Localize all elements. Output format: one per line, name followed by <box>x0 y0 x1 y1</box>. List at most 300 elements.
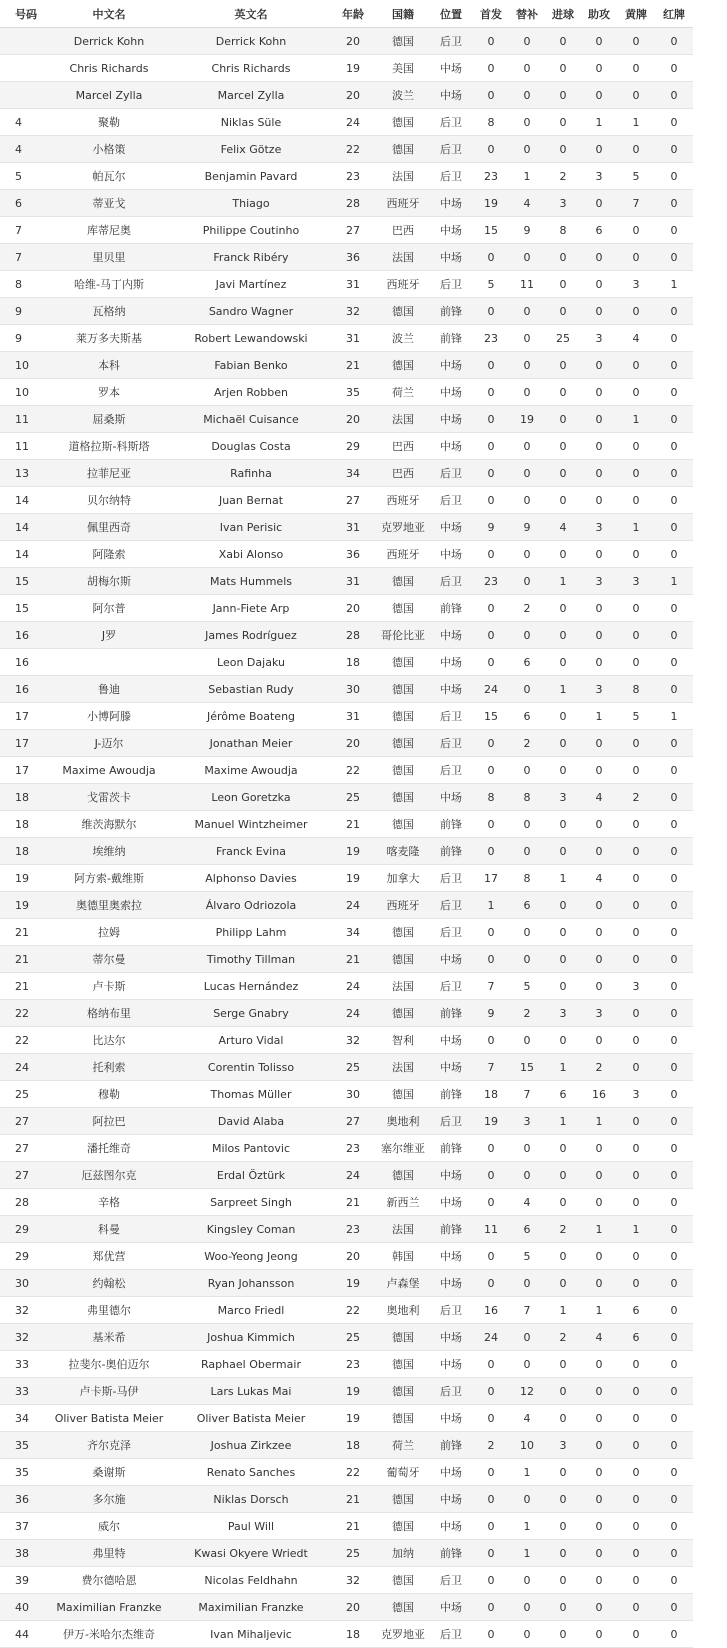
cell-red-cards: 0 <box>655 1054 693 1081</box>
cell-english-name[interactable]: Ivan Mihaljevic <box>173 1621 329 1648</box>
cell-english-name[interactable]: Thiago <box>173 190 329 217</box>
header-goals[interactable]: 进球 <box>545 0 581 28</box>
cell-chinese-name[interactable]: Marcel Zylla <box>45 82 173 109</box>
cell-yellow-cards: 3 <box>617 973 655 1000</box>
cell-chinese-name[interactable]: 厄兹图尔克 <box>45 1162 173 1189</box>
cell-english-name[interactable]: Leon Goretzka <box>173 784 329 811</box>
cell-english-name[interactable]: Sebastian Rudy <box>173 676 329 703</box>
cell-starts: 24 <box>473 1324 509 1351</box>
table-row <box>0 892 693 919</box>
cell-chinese-name[interactable]: 科曼 <box>45 1216 173 1243</box>
cell-nationality: 德国 <box>377 919 429 946</box>
table-row <box>0 190 693 217</box>
cell-english-name[interactable]: Felix Götze <box>173 136 329 163</box>
cell-starts: 8 <box>473 109 509 136</box>
cell-chinese-name[interactable]: 潘托维奇 <box>45 1135 173 1162</box>
cell-subs: 0 <box>509 1486 545 1513</box>
cell-chinese-name[interactable]: 道格拉斯-科斯塔 <box>45 433 173 460</box>
cell-english-name[interactable]: Arturo Vidal <box>173 1027 329 1054</box>
cell-assists: 0 <box>581 811 617 838</box>
cell-english-name[interactable]: Niklas Dorsch <box>173 1486 329 1513</box>
cell-chinese-name[interactable]: 小博阿滕 <box>45 703 173 730</box>
cell-chinese-name[interactable]: 拉姆 <box>45 919 173 946</box>
header-english-name[interactable]: 英文名 <box>173 0 329 28</box>
cell-english-name[interactable]: Raphael Obermair <box>173 1351 329 1378</box>
cell-position: 前锋 <box>429 1540 473 1567</box>
cell-subs: 0 <box>509 1027 545 1054</box>
cell-chinese-name[interactable]: 辛格 <box>45 1189 173 1216</box>
cell-chinese-name[interactable]: 基米希 <box>45 1324 173 1351</box>
cell-chinese-name[interactable]: 阿拉巴 <box>45 1108 173 1135</box>
cell-chinese-name[interactable]: 莱万多夫斯基 <box>45 325 173 352</box>
cell-chinese-name[interactable]: 蒂尔曼 <box>45 946 173 973</box>
cell-age: 22 <box>329 136 377 163</box>
cell-subs: 15 <box>509 1054 545 1081</box>
cell-english-name[interactable]: Philippe Coutinho <box>173 217 329 244</box>
cell-chinese-name[interactable] <box>45 649 173 676</box>
cell-english-name[interactable]: Ivan Perisic <box>173 514 329 541</box>
header-nationality[interactable]: 国籍 <box>377 0 429 28</box>
cell-english-name[interactable]: Jann-Fiete Arp <box>173 595 329 622</box>
cell-red-cards: 0 <box>655 1351 693 1378</box>
cell-english-name[interactable]: Benjamin Pavard <box>173 163 329 190</box>
cell-number: 19 <box>0 865 45 892</box>
header-number[interactable]: 号码 <box>0 0 45 28</box>
cell-chinese-name[interactable]: 鲁迪 <box>45 676 173 703</box>
cell-number <box>0 28 45 55</box>
cell-starts: 8 <box>473 784 509 811</box>
cell-position: 后卫 <box>429 163 473 190</box>
cell-assists: 0 <box>581 1459 617 1486</box>
cell-english-name[interactable]: Erdal Öztürk <box>173 1162 329 1189</box>
cell-english-name[interactable]: Corentin Tolisso <box>173 1054 329 1081</box>
cell-assists: 0 <box>581 1351 617 1378</box>
cell-english-name[interactable]: Manuel Wintzheimer <box>173 811 329 838</box>
cell-yellow-cards: 0 <box>617 946 655 973</box>
cell-goals: 0 <box>545 1027 581 1054</box>
cell-yellow-cards: 0 <box>617 1189 655 1216</box>
cell-english-name[interactable]: Franck Evina <box>173 838 329 865</box>
table-row <box>0 1297 693 1324</box>
cell-chinese-name[interactable]: 郑优营 <box>45 1243 173 1270</box>
cell-chinese-name[interactable]: 格纳布里 <box>45 1000 173 1027</box>
cell-assists: 0 <box>581 1162 617 1189</box>
table-row <box>0 919 693 946</box>
cell-starts: 0 <box>473 757 509 784</box>
cell-english-name[interactable]: Sandro Wagner <box>173 298 329 325</box>
cell-english-name[interactable]: Joshua Kimmich <box>173 1324 329 1351</box>
cell-age: 27 <box>329 1108 377 1135</box>
cell-goals: 1 <box>545 568 581 595</box>
header-yellow-cards[interactable]: 黄牌 <box>617 0 655 28</box>
header-red-cards[interactable]: 红牌 <box>655 0 693 28</box>
cell-chinese-name[interactable]: 多尔施 <box>45 1486 173 1513</box>
cell-nationality: 德国 <box>377 1162 429 1189</box>
cell-english-name[interactable]: Juan Bernat <box>173 487 329 514</box>
cell-starts: 5 <box>473 271 509 298</box>
cell-red-cards: 0 <box>655 1486 693 1513</box>
cell-chinese-name[interactable]: 埃维纳 <box>45 838 173 865</box>
cell-red-cards: 0 <box>655 1540 693 1567</box>
cell-assists: 0 <box>581 379 617 406</box>
cell-starts: 2 <box>473 1432 509 1459</box>
cell-chinese-name[interactable]: J罗 <box>45 622 173 649</box>
cell-chinese-name[interactable]: 费尔德哈恩 <box>45 1567 173 1594</box>
cell-chinese-name[interactable]: 奥德里奥索拉 <box>45 892 173 919</box>
cell-chinese-name[interactable]: 维茨海默尔 <box>45 811 173 838</box>
cell-subs: 6 <box>509 649 545 676</box>
cell-yellow-cards: 4 <box>617 325 655 352</box>
cell-number: 9 <box>0 325 45 352</box>
cell-chinese-name[interactable]: 阿尔普 <box>45 595 173 622</box>
cell-english-name[interactable]: James Rodríguez <box>173 622 329 649</box>
cell-nationality: 德国 <box>377 568 429 595</box>
cell-subs: 7 <box>509 1297 545 1324</box>
cell-chinese-name[interactable]: 贝尔纳特 <box>45 487 173 514</box>
cell-chinese-name[interactable]: 威尔 <box>45 1513 173 1540</box>
table-row <box>0 541 693 568</box>
cell-chinese-name[interactable]: 帕瓦尔 <box>45 163 173 190</box>
cell-goals: 4 <box>545 514 581 541</box>
cell-age: 28 <box>329 190 377 217</box>
cell-number: 34 <box>0 1405 45 1432</box>
cell-english-name[interactable]: Franck Ribéry <box>173 244 329 271</box>
cell-starts: 0 <box>473 487 509 514</box>
cell-position: 中场 <box>429 352 473 379</box>
cell-red-cards: 0 <box>655 406 693 433</box>
cell-chinese-name[interactable]: 罗本 <box>45 379 173 406</box>
cell-assists: 0 <box>581 298 617 325</box>
cell-assists: 2 <box>581 1054 617 1081</box>
cell-chinese-name[interactable]: 拉菲尼亚 <box>45 460 173 487</box>
table-row <box>0 55 693 82</box>
cell-english-name[interactable]: Philipp Lahm <box>173 919 329 946</box>
cell-subs: 0 <box>509 622 545 649</box>
cell-nationality: 智利 <box>377 1027 429 1054</box>
cell-position: 后卫 <box>429 973 473 1000</box>
cell-english-name[interactable]: Derrick Kohn <box>173 28 329 55</box>
cell-assists: 0 <box>581 1513 617 1540</box>
cell-position: 后卫 <box>429 136 473 163</box>
cell-assists: 0 <box>581 352 617 379</box>
cell-chinese-name[interactable]: 阿方索-戴维斯 <box>45 865 173 892</box>
cell-position: 中场 <box>429 244 473 271</box>
cell-english-name[interactable]: Paul Will <box>173 1513 329 1540</box>
cell-yellow-cards: 0 <box>617 649 655 676</box>
cell-starts: 0 <box>473 1540 509 1567</box>
cell-english-name[interactable]: Marco Friedl <box>173 1297 329 1324</box>
table-row <box>0 649 693 676</box>
cell-chinese-name[interactable]: 哈维-马丁内斯 <box>45 271 173 298</box>
cell-subs: 5 <box>509 1243 545 1270</box>
cell-assists: 3 <box>581 163 617 190</box>
cell-goals: 0 <box>545 1243 581 1270</box>
cell-chinese-name[interactable]: 蒂亚戈 <box>45 190 173 217</box>
table-row <box>0 352 693 379</box>
cell-nationality: 西班牙 <box>377 541 429 568</box>
cell-number: 32 <box>0 1297 45 1324</box>
cell-english-name[interactable]: Douglas Costa <box>173 433 329 460</box>
cell-nationality: 卢森堡 <box>377 1270 429 1297</box>
cell-english-name[interactable]: Sarpreet Singh <box>173 1189 329 1216</box>
cell-chinese-name[interactable]: 库蒂尼奥 <box>45 217 173 244</box>
cell-chinese-name[interactable]: 托利索 <box>45 1054 173 1081</box>
cell-goals: 25 <box>545 325 581 352</box>
cell-chinese-name[interactable]: 拉斐尔-奥伯迈尔 <box>45 1351 173 1378</box>
cell-subs: 0 <box>509 541 545 568</box>
cell-red-cards: 0 <box>655 1000 693 1027</box>
cell-chinese-name[interactable]: Maxime Awoudja <box>45 757 173 784</box>
cell-age: 34 <box>329 460 377 487</box>
cell-assists: 3 <box>581 676 617 703</box>
cell-nationality: 法国 <box>377 406 429 433</box>
cell-chinese-name[interactable]: 齐尔克泽 <box>45 1432 173 1459</box>
cell-english-name[interactable]: Leon Dajaku <box>173 649 329 676</box>
cell-yellow-cards: 0 <box>617 1027 655 1054</box>
cell-goals: 0 <box>545 433 581 460</box>
cell-assists: 1 <box>581 109 617 136</box>
cell-assists: 1 <box>581 703 617 730</box>
cell-english-name[interactable]: Milos Pantovic <box>173 1135 329 1162</box>
cell-age: 19 <box>329 1270 377 1297</box>
cell-number: 32 <box>0 1324 45 1351</box>
cell-english-name[interactable]: Renato Sanches <box>173 1459 329 1486</box>
cell-number: 17 <box>0 730 45 757</box>
cell-red-cards: 0 <box>655 973 693 1000</box>
cell-age: 21 <box>329 1189 377 1216</box>
cell-chinese-name[interactable]: 胡梅尔斯 <box>45 568 173 595</box>
cell-nationality: 德国 <box>377 1081 429 1108</box>
cell-starts: 11 <box>473 1216 509 1243</box>
cell-nationality: 德国 <box>377 811 429 838</box>
cell-chinese-name[interactable]: 卢卡斯-马伊 <box>45 1378 173 1405</box>
header-subs[interactable]: 替补 <box>509 0 545 28</box>
cell-age: 25 <box>329 1324 377 1351</box>
cell-goals: 3 <box>545 1432 581 1459</box>
cell-chinese-name[interactable]: Derrick Kohn <box>45 28 173 55</box>
cell-english-name[interactable]: Kwasi Okyere Wriedt <box>173 1540 329 1567</box>
cell-english-name[interactable]: Michaël Cuisance <box>173 406 329 433</box>
cell-goals: 2 <box>545 163 581 190</box>
cell-number <box>0 55 45 82</box>
cell-chinese-name[interactable]: Oliver Batista Meier <box>45 1405 173 1432</box>
cell-goals: 0 <box>545 460 581 487</box>
cell-age: 20 <box>329 1243 377 1270</box>
cell-age: 22 <box>329 757 377 784</box>
cell-english-name[interactable]: Thomas Müller <box>173 1081 329 1108</box>
cell-english-name[interactable]: Robert Lewandowski <box>173 325 329 352</box>
cell-english-name[interactable]: Xabi Alonso <box>173 541 329 568</box>
cell-chinese-name[interactable]: 阿隆索 <box>45 541 173 568</box>
cell-subs: 0 <box>509 1567 545 1594</box>
cell-english-name[interactable]: Álvaro Odriozola <box>173 892 329 919</box>
table-row <box>0 1459 693 1486</box>
cell-yellow-cards: 7 <box>617 190 655 217</box>
cell-goals: 1 <box>545 865 581 892</box>
cell-english-name[interactable]: Niklas Süle <box>173 109 329 136</box>
cell-chinese-name[interactable]: 弗里德尔 <box>45 1297 173 1324</box>
table-row <box>0 784 693 811</box>
cell-english-name[interactable]: Javi Martínez <box>173 271 329 298</box>
table-row <box>0 379 693 406</box>
cell-age: 27 <box>329 217 377 244</box>
cell-yellow-cards: 1 <box>617 1216 655 1243</box>
header-assists[interactable]: 助攻 <box>581 0 617 28</box>
cell-starts: 0 <box>473 1027 509 1054</box>
cell-red-cards: 0 <box>655 325 693 352</box>
cell-subs: 1 <box>509 1459 545 1486</box>
cell-age: 31 <box>329 325 377 352</box>
cell-position: 后卫 <box>429 1567 473 1594</box>
cell-english-name[interactable]: Oliver Batista Meier <box>173 1405 329 1432</box>
cell-subs: 0 <box>509 55 545 82</box>
cell-age: 36 <box>329 244 377 271</box>
cell-assists: 0 <box>581 892 617 919</box>
cell-age: 19 <box>329 55 377 82</box>
cell-nationality: 西班牙 <box>377 892 429 919</box>
cell-english-name[interactable]: Jonathan Meier <box>173 730 329 757</box>
cell-yellow-cards: 3 <box>617 568 655 595</box>
cell-chinese-name[interactable]: 穆勒 <box>45 1081 173 1108</box>
cell-english-name[interactable]: Joshua Zirkzee <box>173 1432 329 1459</box>
cell-nationality: 德国 <box>377 136 429 163</box>
cell-yellow-cards: 0 <box>617 1567 655 1594</box>
cell-assists: 0 <box>581 541 617 568</box>
cell-chinese-name[interactable]: 小格策 <box>45 136 173 163</box>
cell-number: 21 <box>0 946 45 973</box>
cell-subs: 0 <box>509 1135 545 1162</box>
cell-english-name[interactable]: Lucas Hernández <box>173 973 329 1000</box>
cell-position: 后卫 <box>429 757 473 784</box>
cell-english-name[interactable]: Ryan Johansson <box>173 1270 329 1297</box>
cell-starts: 7 <box>473 973 509 1000</box>
cell-english-name[interactable]: Woo-Yeong Jeong <box>173 1243 329 1270</box>
cell-position: 后卫 <box>429 1297 473 1324</box>
cell-subs: 0 <box>509 838 545 865</box>
header-position[interactable]: 位置 <box>429 0 473 28</box>
cell-yellow-cards: 0 <box>617 541 655 568</box>
cell-red-cards: 0 <box>655 55 693 82</box>
cell-english-name[interactable]: Timothy Tillman <box>173 946 329 973</box>
cell-subs: 2 <box>509 730 545 757</box>
table-row <box>0 1027 693 1054</box>
cell-english-name[interactable]: Chris Richards <box>173 55 329 82</box>
cell-chinese-name[interactable]: Maximilian Franzke <box>45 1594 173 1621</box>
cell-position: 中场 <box>429 1189 473 1216</box>
cell-starts: 0 <box>473 811 509 838</box>
header-age[interactable]: 年龄 <box>329 0 377 28</box>
cell-english-name[interactable]: Jérôme Boateng <box>173 703 329 730</box>
header-chinese-name[interactable]: 中文名 <box>45 0 173 28</box>
cell-chinese-name[interactable]: J-迈尔 <box>45 730 173 757</box>
cell-starts: 0 <box>473 352 509 379</box>
cell-english-name[interactable]: Arjen Robben <box>173 379 329 406</box>
cell-position: 中场 <box>429 82 473 109</box>
cell-chinese-name[interactable]: 比达尔 <box>45 1027 173 1054</box>
cell-red-cards: 0 <box>655 1216 693 1243</box>
cell-yellow-cards: 0 <box>617 244 655 271</box>
cell-age: 18 <box>329 1432 377 1459</box>
cell-chinese-name[interactable]: 里贝里 <box>45 244 173 271</box>
cell-position: 中场 <box>429 676 473 703</box>
cell-red-cards: 0 <box>655 136 693 163</box>
cell-english-name[interactable]: Maximilian Franzke <box>173 1594 329 1621</box>
cell-assists: 0 <box>581 1486 617 1513</box>
table-row <box>0 298 693 325</box>
cell-english-name[interactable]: Kingsley Coman <box>173 1216 329 1243</box>
cell-chinese-name[interactable]: 戈雷茨卡 <box>45 784 173 811</box>
cell-english-name[interactable]: Nicolas Feldhahn <box>173 1567 329 1594</box>
cell-yellow-cards: 0 <box>617 1432 655 1459</box>
cell-starts: 0 <box>473 1594 509 1621</box>
cell-yellow-cards: 0 <box>617 55 655 82</box>
cell-position: 后卫 <box>429 109 473 136</box>
cell-english-name[interactable]: Maxime Awoudja <box>173 757 329 784</box>
cell-chinese-name[interactable]: 卢卡斯 <box>45 973 173 1000</box>
cell-chinese-name[interactable]: 瓦格纳 <box>45 298 173 325</box>
cell-english-name[interactable]: Rafinha <box>173 460 329 487</box>
cell-position: 前锋 <box>429 595 473 622</box>
cell-english-name[interactable]: Serge Gnabry <box>173 1000 329 1027</box>
cell-english-name[interactable]: Alphonso Davies <box>173 865 329 892</box>
cell-chinese-name[interactable]: 桑谢斯 <box>45 1459 173 1486</box>
cell-position: 中场 <box>429 1513 473 1540</box>
table-row <box>0 1081 693 1108</box>
cell-starts: 0 <box>473 622 509 649</box>
cell-chinese-name[interactable]: 约翰松 <box>45 1270 173 1297</box>
cell-chinese-name[interactable]: 佩里西奇 <box>45 514 173 541</box>
cell-yellow-cards: 0 <box>617 352 655 379</box>
cell-english-name[interactable]: Fabian Benko <box>173 352 329 379</box>
cell-age: 32 <box>329 298 377 325</box>
cell-red-cards: 0 <box>655 352 693 379</box>
cell-subs: 4 <box>509 1405 545 1432</box>
cell-chinese-name[interactable]: 弗里特 <box>45 1540 173 1567</box>
cell-assists: 0 <box>581 1135 617 1162</box>
cell-chinese-name[interactable]: 聚勒 <box>45 109 173 136</box>
cell-subs: 1 <box>509 1513 545 1540</box>
cell-age: 23 <box>329 1351 377 1378</box>
cell-position: 中场 <box>429 1486 473 1513</box>
cell-number: 14 <box>0 514 45 541</box>
cell-starts: 17 <box>473 865 509 892</box>
cell-nationality: 德国 <box>377 1351 429 1378</box>
cell-assists: 0 <box>581 487 617 514</box>
cell-nationality: 法国 <box>377 1216 429 1243</box>
cell-english-name[interactable]: Lars Lukas Mai <box>173 1378 329 1405</box>
header-starts[interactable]: 首发 <box>473 0 509 28</box>
cell-position: 中场 <box>429 1594 473 1621</box>
cell-chinese-name[interactable]: 本科 <box>45 352 173 379</box>
cell-english-name[interactable]: David Alaba <box>173 1108 329 1135</box>
cell-red-cards: 0 <box>655 433 693 460</box>
cell-starts: 0 <box>473 82 509 109</box>
cell-nationality: 法国 <box>377 1054 429 1081</box>
cell-goals: 0 <box>545 757 581 784</box>
cell-english-name[interactable]: Mats Hummels <box>173 568 329 595</box>
cell-red-cards: 0 <box>655 676 693 703</box>
cell-starts: 7 <box>473 1054 509 1081</box>
cell-chinese-name[interactable]: 伊万-米哈尔杰维奇 <box>45 1621 173 1648</box>
cell-red-cards: 0 <box>655 1405 693 1432</box>
cell-chinese-name[interactable]: Chris Richards <box>45 55 173 82</box>
cell-chinese-name[interactable]: 屈桑斯 <box>45 406 173 433</box>
cell-age: 20 <box>329 730 377 757</box>
cell-number: 16 <box>0 676 45 703</box>
cell-yellow-cards: 0 <box>617 865 655 892</box>
cell-red-cards: 0 <box>655 1081 693 1108</box>
cell-english-name[interactable]: Marcel Zylla <box>173 82 329 109</box>
